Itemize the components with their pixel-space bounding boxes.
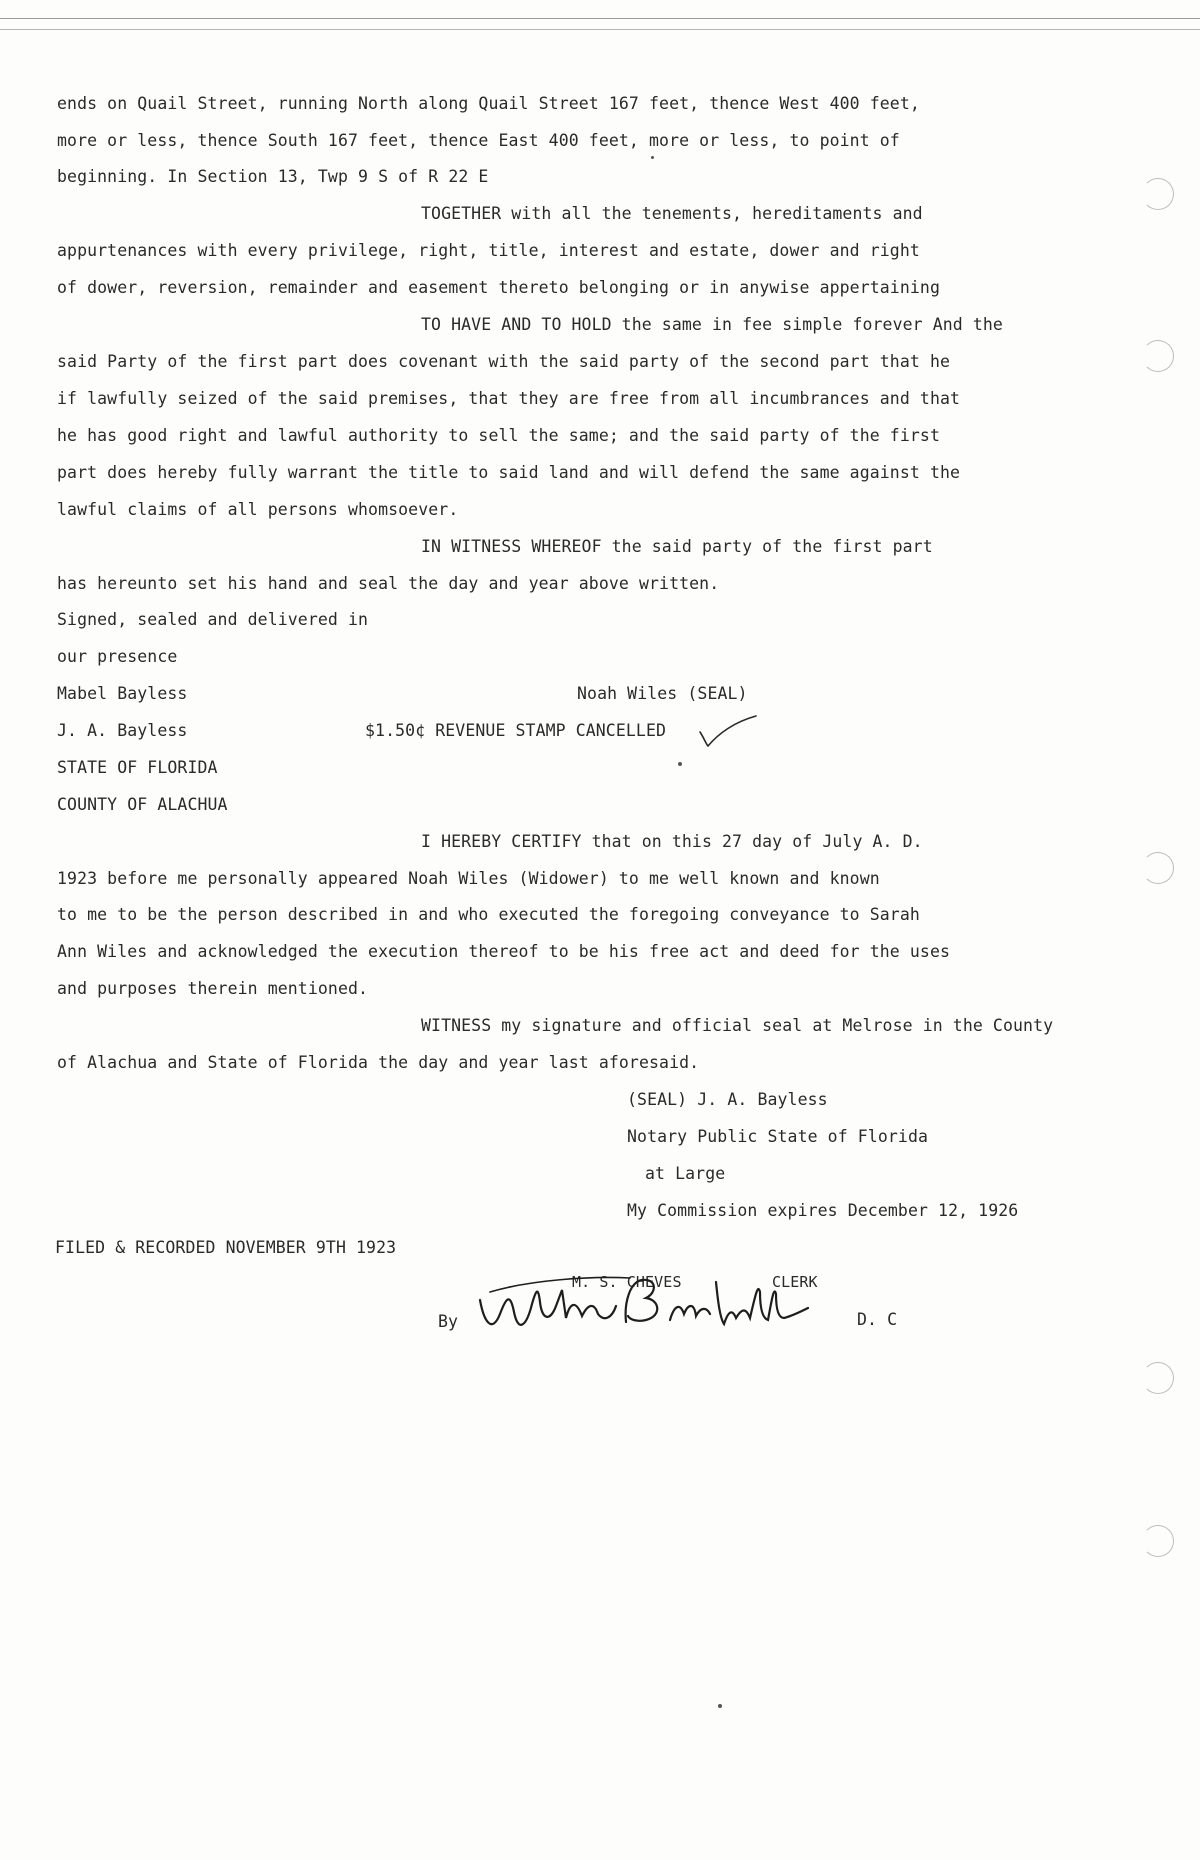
body-line: TO HAVE AND TO HOLD the same in fee simple forever And the — [421, 315, 1003, 334]
body-line: if lawfully seized of the said premises, that they are free from all incumbrances and that — [57, 389, 961, 408]
body-line: COUNTY OF ALACHUA — [57, 795, 228, 814]
body-line: I HEREBY CERTIFY that on this 27 day of July A. D. — [421, 832, 923, 851]
check-mark-icon — [698, 714, 758, 748]
body-line: more or less, thence South 167 feet, thence East 400 feet, more or less, to point of — [57, 131, 900, 150]
body-line: appurtenances with every privilege, right, title, interest and estate, dower and right — [57, 241, 920, 260]
body-line: of Alachua and State of Florida the day and year last aforesaid. — [57, 1053, 700, 1072]
body-line: beginning. In Section 13, Twp 9 S of R 22 E — [57, 167, 489, 186]
punch-hole-icon — [1142, 340, 1174, 372]
body-line: has hereunto set his hand and seal the day and year above written. — [57, 574, 720, 593]
body-line: to me to be the person described in and who executed the foregoing conveyance to Sarah — [57, 905, 920, 924]
body-line: Ann Wiles and acknowledged the execution thereof to be his free act and deed for the uses — [57, 942, 951, 961]
body-line: lawful claims of all persons whomsoever. — [57, 500, 459, 519]
punch-hole-icon — [1142, 1362, 1174, 1394]
ink-speck — [651, 156, 654, 159]
revenue-stamp-note: $1.50¢ REVENUE STAMP CANCELLED — [365, 721, 667, 740]
by-label: By — [438, 1312, 459, 1331]
notary-title: Notary Public State of Florida — [627, 1127, 929, 1146]
body-line: ends on Quail Street, running North along Quail Street 167 feet, thence West 400 feet, — [57, 94, 920, 113]
witness-name: J. A. Bayless — [57, 721, 188, 740]
punch-hole-icon — [1142, 852, 1174, 884]
commission-expiry: My Commission expires December 12, 1926 — [627, 1201, 1019, 1220]
filed-recorded: FILED & RECORDED NOVEMBER 9TH 1923 — [55, 1238, 397, 1257]
deputy-clerk-label: D. C — [857, 1310, 898, 1329]
clerk-name: M. S. CHEVES — [572, 1273, 682, 1291]
body-line: WITNESS my signature and official seal at Melrose in the County — [421, 1016, 1054, 1035]
top-rule — [0, 18, 1200, 30]
grantor-signature-line: Noah Wiles (SEAL) — [577, 684, 748, 703]
body-line: our presence — [57, 647, 178, 666]
body-line: TOGETHER with all the tenements, hereditaments and — [421, 204, 923, 223]
body-line: part does hereby fully warrant the title to said land and will defend the same against the — [57, 463, 961, 482]
notary-name: (SEAL) J. A. Bayless — [627, 1090, 828, 1109]
punch-hole-icon — [1142, 178, 1174, 210]
ink-speck — [678, 762, 682, 766]
body-line: STATE OF FLORIDA — [57, 758, 218, 777]
clerk-title: CLERK — [772, 1273, 818, 1291]
body-line: he has good right and lawful authority to sell the same; and the said party of the first — [57, 426, 940, 445]
body-line: of dower, reversion, remainder and easement thereto belonging or in anywise appertaining — [57, 278, 940, 297]
body-line: IN WITNESS WHEREOF the said party of the first part — [421, 537, 933, 556]
body-line: said Party of the first part does covenant with the said party of the second part that he — [57, 352, 951, 371]
body-line: and purposes therein mentioned. — [57, 979, 369, 998]
body-line: 1923 before me personally appeared Noah Wiles (Widower) to me well known and known — [57, 869, 880, 888]
witness-name: Mabel Bayless — [57, 684, 188, 703]
body-line: Signed, sealed and delivered in — [57, 610, 369, 629]
deputy-clerk-signature — [470, 1262, 830, 1342]
notary-title: at Large — [645, 1164, 726, 1183]
ink-speck — [718, 1704, 722, 1708]
punch-hole-icon — [1142, 1525, 1174, 1557]
